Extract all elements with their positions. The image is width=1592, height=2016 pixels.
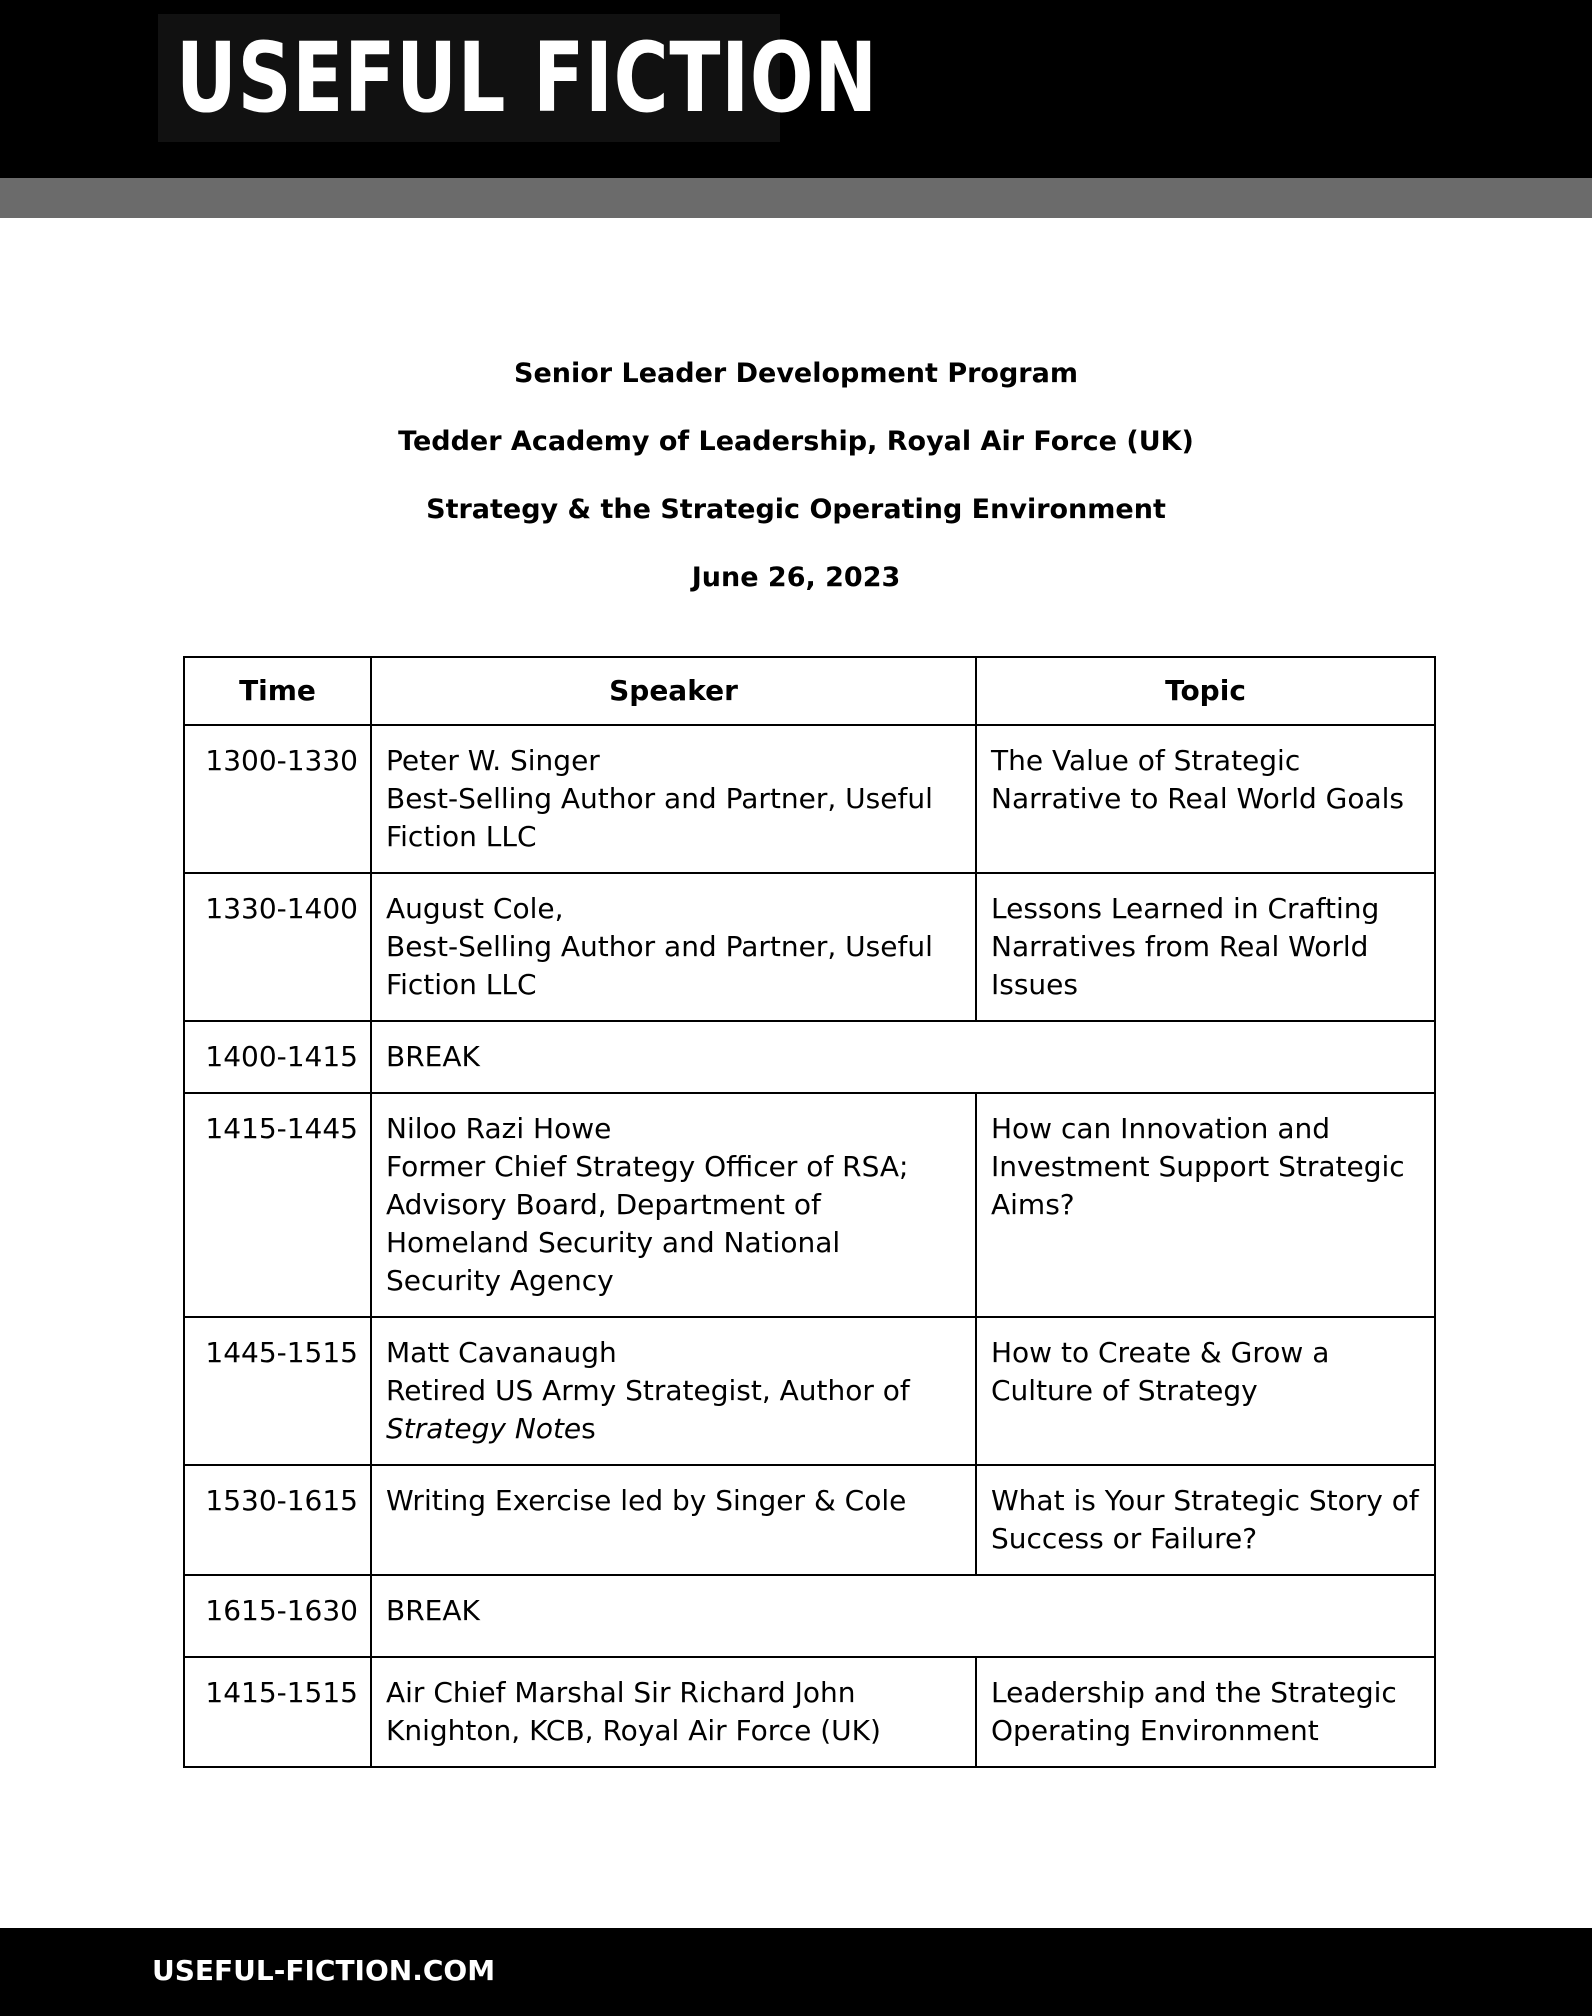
speaker-name: Air Chief Marshal Sir Richard John Knighton, KCB, Royal Air Force (UK) [386, 1676, 881, 1747]
break-row [184, 1575, 1435, 1657]
time-cell: 1530-1615 [184, 1465, 371, 1575]
break-cell: BREAK [371, 1021, 1435, 1093]
speaker-cell [371, 1657, 976, 1767]
speaker-cell [371, 1093, 976, 1317]
session-title: Strategy & the Strategic Operating Environment [426, 494, 1166, 525]
table-row [184, 873, 1435, 1021]
table-header-row [184, 657, 1435, 725]
header-stripe [0, 178, 1592, 218]
academy-title: Tedder Academy of Leadership, Royal Air Force (UK) [398, 426, 1194, 457]
speaker-name: Writing Exercise led by Singer & Cole [386, 1484, 907, 1517]
event-date: June 26, 2023 [691, 562, 901, 593]
time-cell: 1300-1330 [184, 725, 371, 873]
speaker-cell [371, 1317, 976, 1465]
table-row [184, 1657, 1435, 1767]
topic-cell: How can Innovation and Investment Support Strategic Aims? [976, 1093, 1435, 1317]
document-titles [0, 352, 1592, 624]
speaker-title: Former Chief Strategy Officer of RSA; Advisory Board, Department of Homeland Security and National Security Agency [386, 1150, 909, 1297]
speaker-name: August Cole, [386, 892, 564, 925]
table-row [184, 1093, 1435, 1317]
time-cell: 1415-1515 [184, 1657, 371, 1767]
speaker-name: Niloo Razi Howe [386, 1112, 612, 1145]
time-cell: 1400-1415 [184, 1021, 371, 1093]
speaker-cell [371, 873, 976, 1021]
topic-cell: What is Your Strategic Story of Success or Failure? [976, 1465, 1435, 1575]
topic-cell: How to Create & Grow a Culture of Strategy [976, 1317, 1435, 1465]
footer-url[interactable]: USEFUL-FICTION.COM [152, 1954, 496, 1987]
speaker-title: Best-Selling Author and Partner, Useful Fiction LLC [386, 930, 933, 1001]
speaker-cell [371, 1465, 976, 1575]
book-title [386, 1410, 963, 1448]
speaker-name: Matt Cavanaugh [386, 1336, 617, 1369]
speaker-name: Peter W. Singer [386, 744, 600, 777]
speaker-title: Best-Selling Author and Partner, Useful Fiction LLC [386, 782, 933, 853]
table-row [184, 725, 1435, 873]
break-row [184, 1021, 1435, 1093]
column-header-topic: Topic [976, 657, 1435, 725]
schedule-table [183, 656, 1436, 1768]
logo [158, 14, 878, 142]
logo-text: USEFUL FICTION [176, 22, 878, 134]
time-cell: 1330-1400 [184, 873, 371, 1021]
break-cell: BREAK [371, 1575, 1435, 1657]
topic-cell: Leadership and the Strategic Operating Environment [976, 1657, 1435, 1767]
table-row [184, 1317, 1435, 1465]
topic-cell: Lessons Learned in Crafting Narratives from Real World Issues [976, 873, 1435, 1021]
book-title-italic: Strategy Note [386, 1412, 582, 1445]
time-cell: 1415-1445 [184, 1093, 371, 1317]
topic-cell: The Value of Strategic Narrative to Real World Goals [976, 725, 1435, 873]
book-title-suffix: s [581, 1412, 596, 1445]
header-bar [0, 0, 1592, 178]
column-header-speaker: Speaker [371, 657, 976, 725]
column-header-time: Time [184, 657, 371, 725]
time-cell: 1615-1630 [184, 1575, 371, 1657]
program-title: Senior Leader Development Program [514, 358, 1078, 389]
speaker-title: Retired US Army Strategist, Author of [386, 1374, 910, 1407]
speaker-cell [371, 725, 976, 873]
table-row [184, 1465, 1435, 1575]
time-cell: 1445-1515 [184, 1317, 371, 1465]
footer-bar [0, 1928, 1592, 2016]
